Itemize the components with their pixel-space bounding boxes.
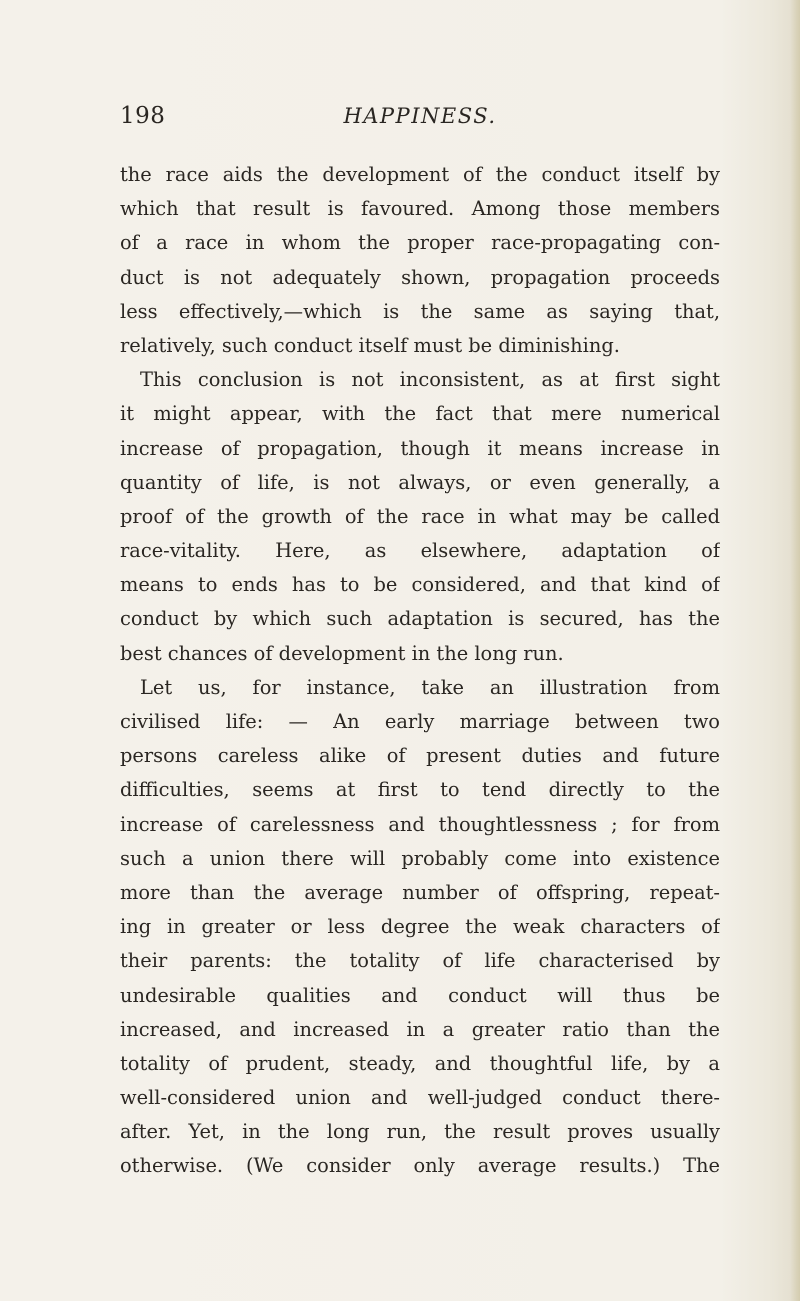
- text-line: Let us, for instance, take an illustration from: [140, 675, 720, 699]
- text-line: totality of prudent, steady, and thoughtful life, by a: [120, 1051, 720, 1075]
- text-line: otherwise. (We consider only average results.) The: [120, 1154, 720, 1178]
- page-number: 198: [120, 103, 166, 129]
- text-line: best chances of development in the long run.: [120, 641, 564, 665]
- text-line: which that result is favoured. Among those members: [120, 197, 720, 221]
- text-line: relatively, such conduct itself must be diminishing.: [120, 333, 620, 357]
- text-line: such a union there will probably come into existence: [120, 846, 720, 870]
- text-line: persons careless alike of present duties and future: [120, 744, 720, 768]
- text-line: well-considered union and well-judged conduct there-: [120, 1086, 720, 1110]
- page-edge-shadow: [790, 0, 800, 1301]
- text-line: of a race in whom the proper race-propagating con-: [120, 231, 720, 255]
- text-line: means to ends has to be considered, and that kind of: [120, 573, 720, 597]
- text-line: after. Yet, in the long run, the result proves usually: [120, 1120, 720, 1144]
- text-line: increased, and increased in a greater ratio than the: [120, 1017, 720, 1041]
- text-line: more than the average number of offspring, repeat-: [120, 880, 720, 904]
- text-line: This conclusion is not inconsistent, as at first sight: [140, 368, 720, 392]
- running-title: HAPPINESS.: [343, 104, 497, 128]
- text-line: increase of carelessness and thoughtlessness ; for from: [120, 812, 720, 836]
- text-line: proof of the growth of the race in what may be called: [120, 504, 720, 528]
- body-text: [120, 158, 720, 1184]
- text-line: civilised life: — An early marriage between two: [120, 710, 720, 733]
- text-line: race-vitality. Here, as elsewhere, adaptation of: [120, 539, 720, 563]
- text-line: it might appear, with the fact that mere numerical: [120, 402, 720, 426]
- text-line: less effectively,—which is the same as saying that,: [120, 299, 720, 323]
- text-line: quantity of life, is not always, or even generally, a: [120, 470, 720, 494]
- text-line: difficulties, seems at first to tend directly to the: [120, 778, 720, 802]
- text-line: conduct by which such adaptation is secured, has the: [120, 607, 720, 631]
- text-line: duct is not adequately shown, propagation proceeds: [120, 265, 720, 289]
- text-line: increase of propagation, though it means increase in: [120, 436, 720, 460]
- text-line: the race aids the development of the conduct itself by: [120, 163, 720, 186]
- page-header: [120, 96, 720, 136]
- text-line: ing in greater or less degree the weak characters of: [120, 915, 720, 939]
- text-line: their parents: the totality of life characterised by: [120, 949, 720, 973]
- text-line: undesirable qualities and conduct will thus be: [120, 983, 720, 1007]
